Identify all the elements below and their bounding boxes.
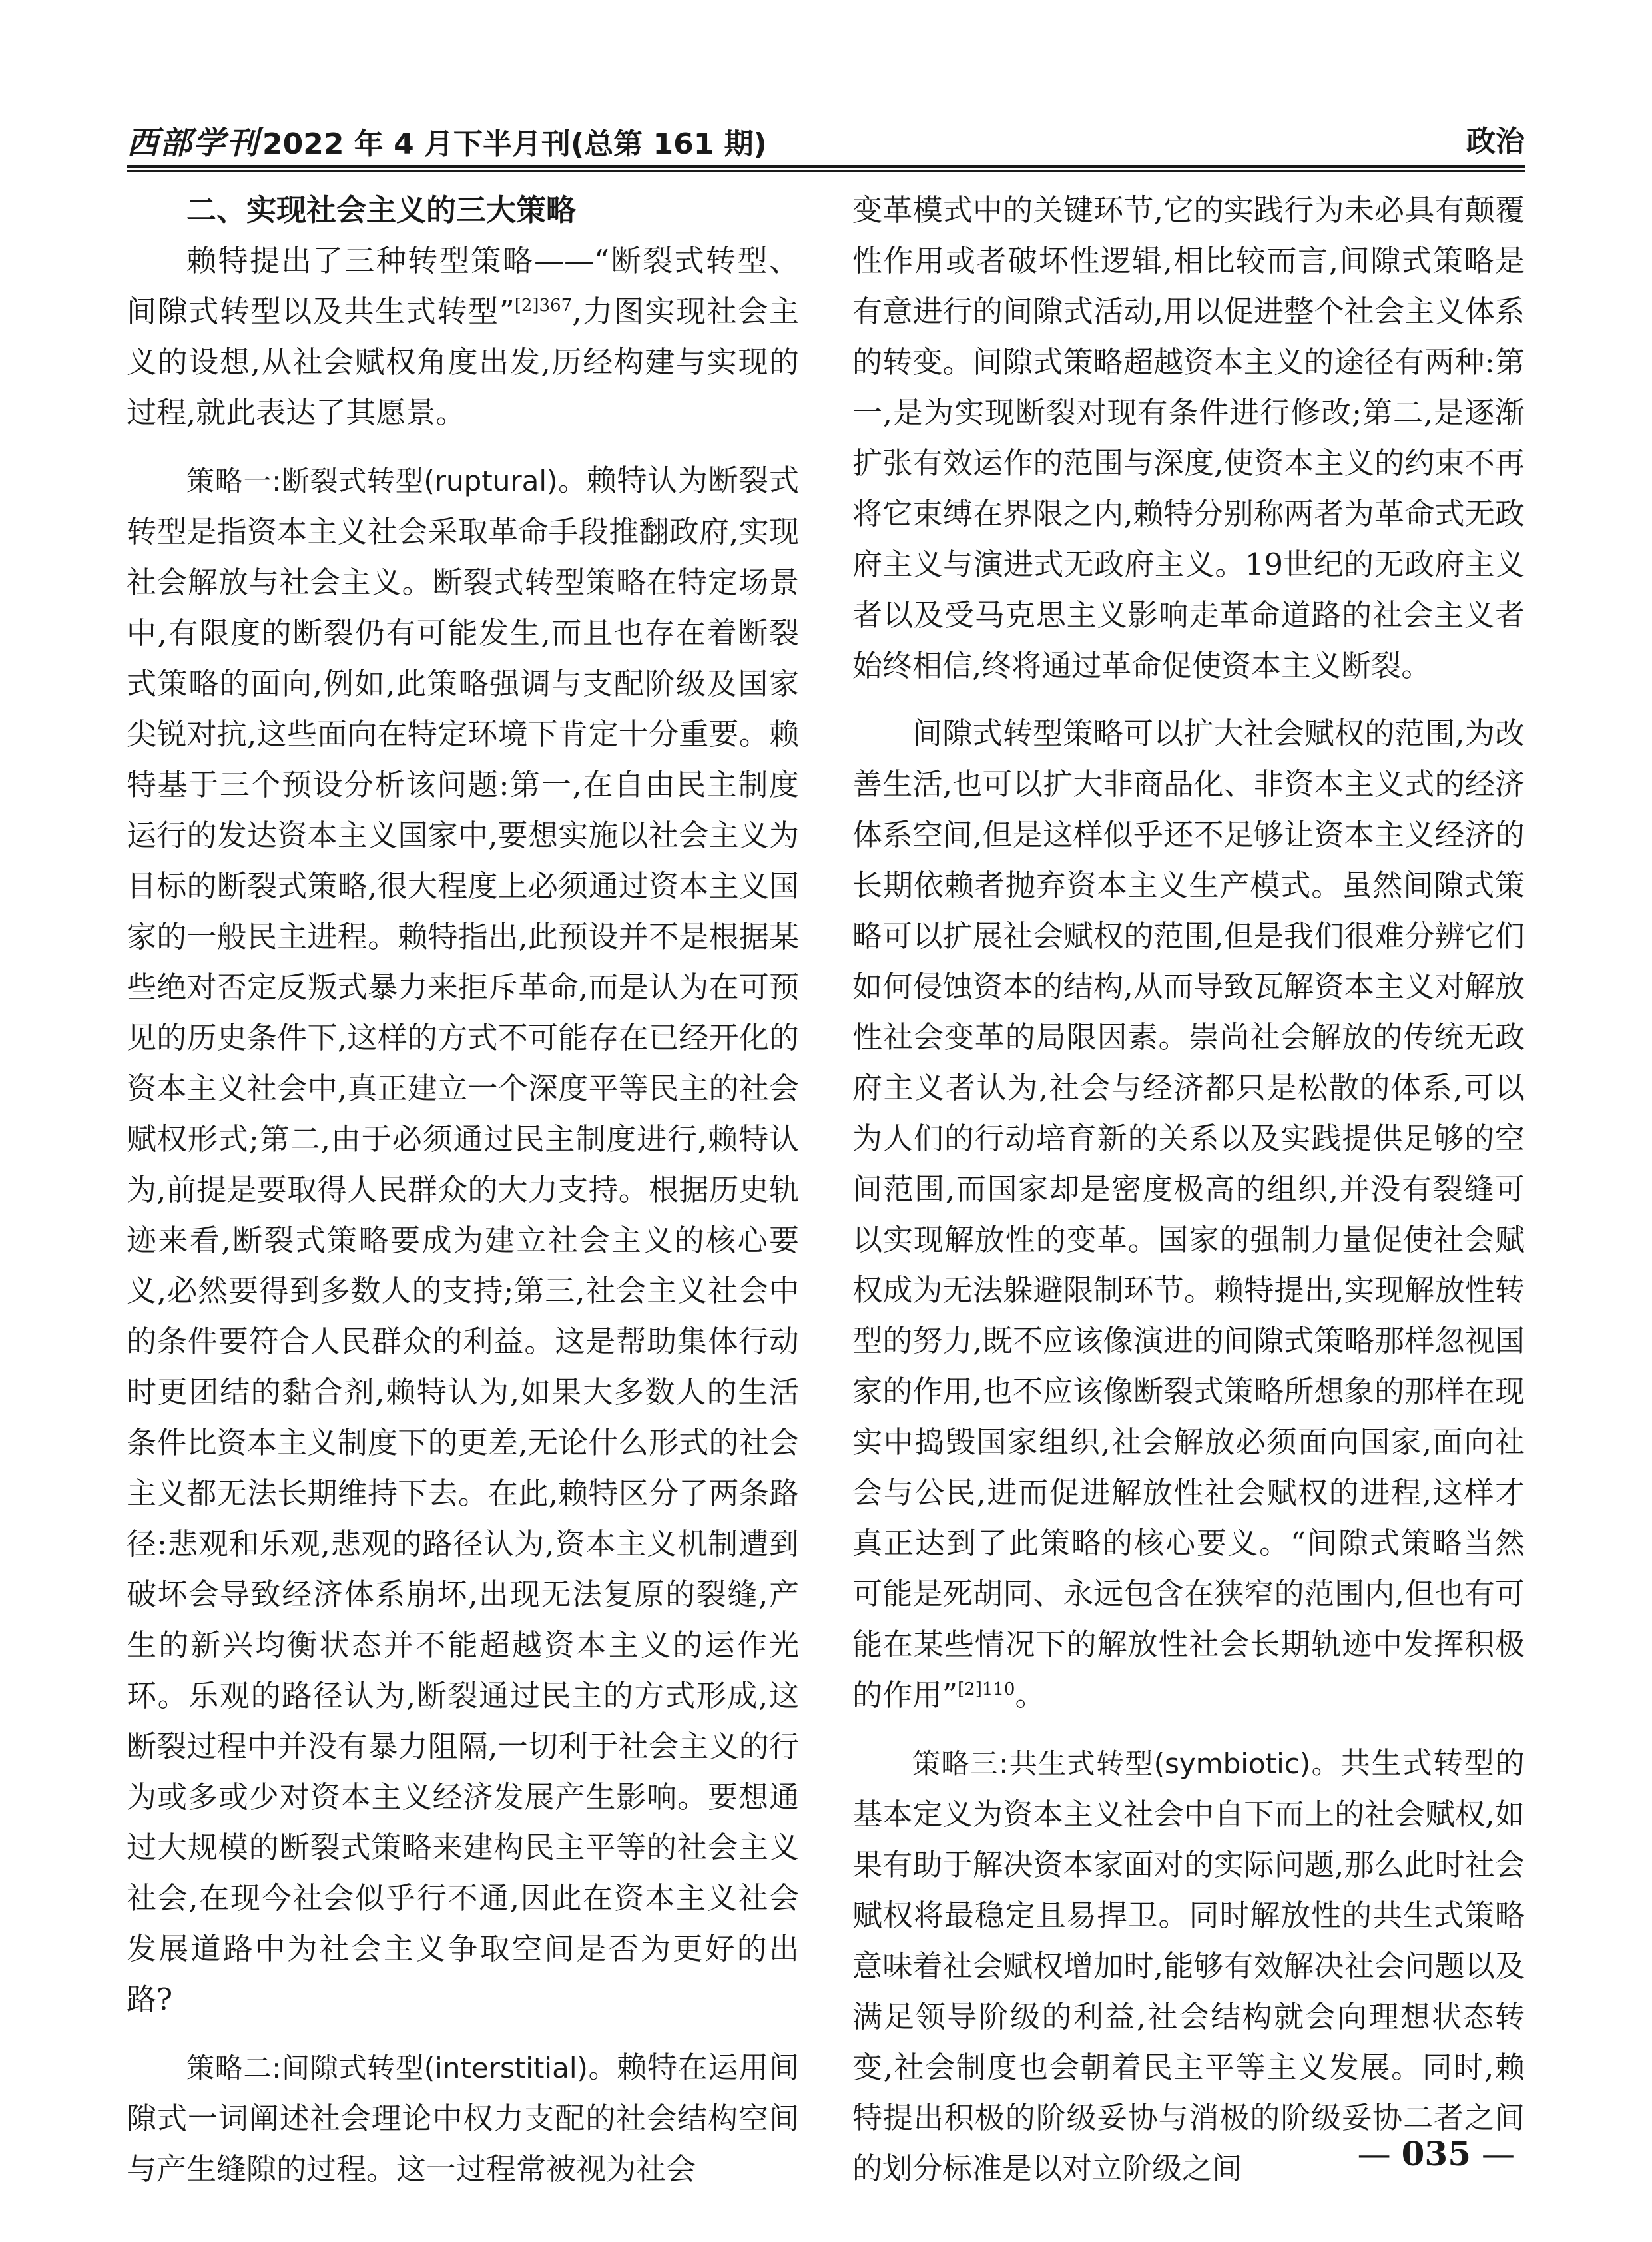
- journal-name: 西部学刊: [127, 125, 260, 162]
- strategy-one-label: 策略一:断裂式转型(ruptural)。: [186, 465, 587, 497]
- strategy-two-label: 策略二:间隙式转型(interstitial)。: [186, 2052, 617, 2084]
- strategy-one-text: 赖特认为断裂式转型是指资本主义社会采取革命手段推翻政府,实现社会解放与社会主义。断裂式转型策略在特定场景中,有限度的断裂仍有可能发生,而且也存在着断裂式策略的面向,例如,此策略强调与支配阶级及国家尖锐对抗,这些面向在特定环境下肯定十分重要。赖特基于三个预设分析该问题:第一,在自由民主制度运行的发达资本主义国家中,要想实施以社会主义为目标的断裂式策略,很大程度上必须通过资本主义国家的一般民主进程。赖特指出,此预设并不是根据某些绝对否定反叛式暴力来拒斥革命,而是认为在可预见的历史条件下,这样的方式不可能存在已经开化的资本主义社会中,真正建立一个深度平等民主的社会赋权形式;第二,由于必须通过民主制度进行,赖特认为,前提是要取得人民群众的大力支持。根据历史轨迹来看,断裂式策略要成为建立社会主义的核心要义,必然要得到多数人的支持;第三,社会主义社会中的条件要符合人民群众的利益。这是帮助集体行动时更团结的黏合剂,赖特认为,如果大多数人的生活条件比资本主义制度下的更差,无论什么形式的社会主义都无法长期维持下去。在此,赖特区分了两条路径:悲观和乐观,悲观的路径认为,资本主义机制遭到破坏会导致经济体系崩坏,出现无法复原的裂缝,产生的新兴均衡状态并不能超越资本主义的运作光环。乐观的路径认为,断裂通过民主的方式形成,这断裂过程中并没有暴力阻隔,一切利于社会主义的行为或多或少对资本主义经济发展产生影响。要想通过大规模的断裂式策略来建构民主平等的社会主义社会,在现今社会似乎行不通,因此在资本主义社会发展道路中为社会主义争取空间是否为更好的出路?: [127, 463, 799, 2017]
- strategy-two-text: 赖特在运用间隙式一词阐述社会理论中权力支配的社会结构空间与产生缝隙的过程。这一过程常被视为社会: [127, 2050, 799, 2187]
- running-header: [127, 112, 1525, 162]
- header-rule-thin: [127, 170, 1525, 172]
- footer-dash-right: —: [1482, 2135, 1515, 2173]
- intro-text-a: 赖特提出了三种转型策略——“断裂式转型、间隙式转型以及共生式转型”: [127, 243, 799, 329]
- paragraph-strategy-three: [852, 1738, 1525, 2194]
- paragraph-interstitial-discussion: [852, 708, 1525, 1721]
- header-journal-issue: [127, 117, 767, 163]
- left-column: [127, 185, 799, 2187]
- page-footer: [1347, 2134, 1525, 2173]
- citation: [2]110: [958, 1679, 1015, 1699]
- paragraph-strategy-two: [127, 2042, 799, 2195]
- section-title: 二、实现社会主义的三大策略: [186, 192, 577, 228]
- citation: [2]367: [514, 296, 573, 316]
- header-rule-thick: [127, 165, 1525, 168]
- issue-info: 2022 年 4 月下半月刊(总第 161 期): [262, 127, 767, 161]
- page-number: 035: [1401, 2134, 1471, 2173]
- footer-dash-left: —: [1357, 2135, 1391, 2173]
- intro-text-b: ,力图实现社会主义的设想,从社会赋权角度出发,历经构建与实现的过程,就此表达了其愿景。: [127, 294, 799, 430]
- paragraph-strategy-one: [127, 455, 799, 2025]
- strategy-three-label: 策略三:共生式转型(symbiotic)。: [912, 1747, 1341, 1780]
- paragraph-strategy-two-continued: 变革模式中的关键环节,它的实践行为未必具有颠覆性作用或者破坏性逻辑,相比较而言,间隙式策略是有意进行的间隙式活动,用以促进整个社会主义体系的转变。间隙式策略超越资本主义的途径有两种:第一,是为实现断裂对现有条件进行修改;第二,是逐渐扩张有效运作的范围与深度,使资本主义的约束不再将它束缚在界限之内,赖特分别称两者为革命式无政府主义与演进式无政府主义。19世纪的无政府主义者以及受马克思主义影响走革命道路的社会主义者始终相信,终将通过革命促使资本主义断裂。: [852, 192, 1525, 683]
- discussion-text-a: 间隙式转型策略可以扩大社会赋权的范围,为改善生活,也可以扩大非商品化、非资本主义式的经济体系空间,但是这样似乎还不足够让资本主义经济的长期依赖者抛弃资本主义生产模式。虽然间隙式策略可以扩展社会赋权的范围,但是我们很难分辨它们如何侵蚀资本的结构,从而导致瓦解资本主义对解放性社会变革的局限因素。崇尚社会解放的传统无政府主义者认为,社会与经济都只是松散的体系,可以为人们的行动培育新的关系以及实践提供足够的空间范围,而国家却是密度极高的组织,并没有裂缝可以实现解放性的变革。国家的强制力量促使社会赋权成为无法躲避限制环节。赖特提出,实现解放性转型的努力,既不应该像演进的间隙式策略那样忽视国家的作用,也不应该像断裂式策略所想象的那样在现实中捣毁国家组织,社会解放必须面向国家,面向社会与公民,进而促进解放性社会赋权的进程,这样才真正达到了此策略的核心要义。“间隙式策略当然可能是死胡同、永远包含在狭窄的范围内,但也有可能在某些情况下的解放性社会长期轨迹中发挥积极的作用”: [852, 716, 1525, 1713]
- paragraph-intro: [127, 236, 799, 438]
- discussion-text-b: 。: [1015, 1677, 1045, 1713]
- section-name: 政治: [1466, 125, 1525, 158]
- strategy-three-text: 共生式转型的基本定义为资本主义社会中自下而上的社会赋权,如果有助于解决资本家面对的实际问题,那么此时社会赋权将最稳定且易捍卫。同时解放性的共生式策略意味着社会赋权增加时,能够有效解决社会问题以及满足领导阶级的利益,社会结构就会向理想状态转变,社会制度也会朝着民主平等主义发展。同时,赖特提出积极的阶级妥协与消极的阶级妥协二者之间的划分标准是以对立阶级之间: [852, 1745, 1525, 2186]
